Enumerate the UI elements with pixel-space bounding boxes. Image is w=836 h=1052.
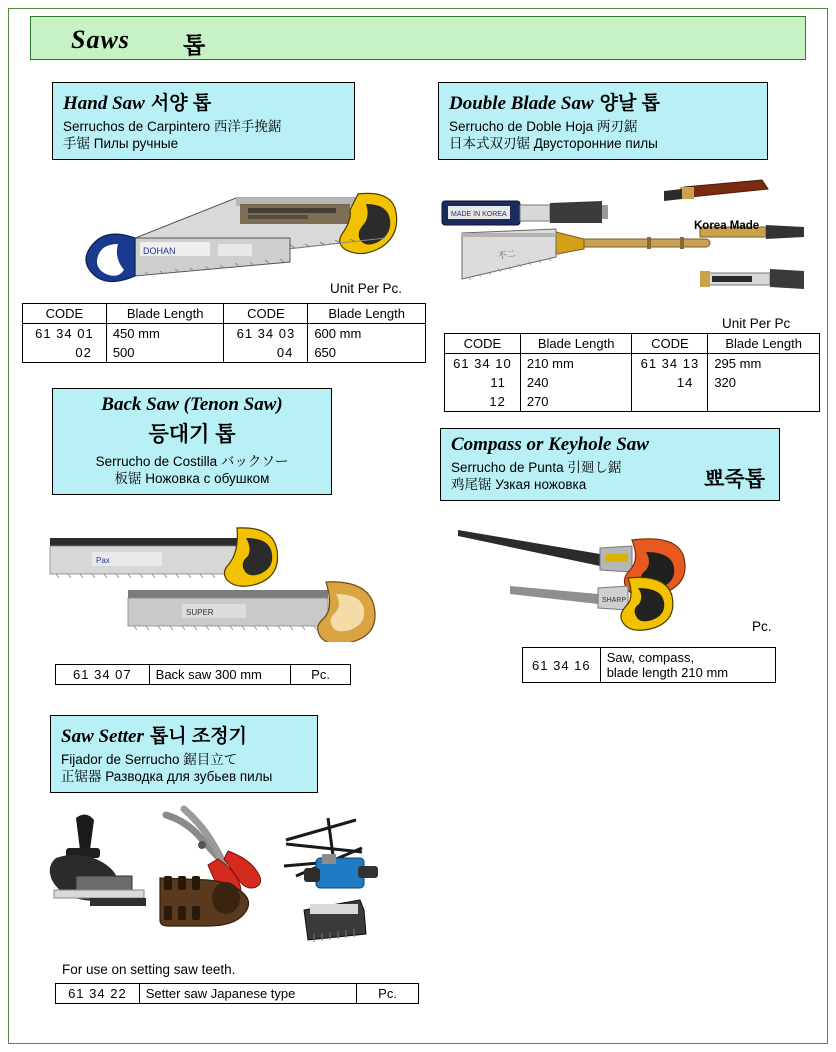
- heading-sub2-saw-setter: 正锯器 Разводка для зубьев пилы: [61, 769, 273, 784]
- section-heading-back-saw: [52, 388, 332, 495]
- heading-kr-hand-saw: 서양 톱: [150, 93, 212, 114]
- cell-description: [600, 648, 775, 683]
- table-row: [56, 665, 351, 685]
- cell-blade: 600 mm: [308, 324, 426, 344]
- saw-setter-illustration: [36, 800, 416, 950]
- cell-code: 04: [224, 343, 308, 363]
- heading-sub1-double-blade-saw: Serrucho de Doble Hoja 两刃鋸: [449, 119, 638, 134]
- cell-code: 61 34 01: [23, 324, 107, 344]
- image-caption-korea-made: Korea Made: [694, 220, 760, 232]
- cell-description: Setter saw Japanese type: [139, 984, 356, 1004]
- unit-label-hand-saw: Unit Per Pc.: [330, 281, 403, 296]
- svg-text:SHARP: SHARP: [602, 597, 627, 604]
- cell-code: 61 34 07: [56, 665, 150, 685]
- cell-blade: 320: [708, 373, 820, 392]
- table-row: [445, 373, 820, 392]
- th-blade-2: Blade Length: [708, 334, 820, 354]
- table-row: [23, 343, 426, 363]
- cell-code: 11: [445, 373, 521, 392]
- heading-en-back-saw: Back Saw (Tenon Saw): [101, 394, 283, 415]
- th-code-2: CODE: [632, 334, 708, 354]
- heading-kr-double-blade-saw: 양날 톱: [599, 93, 660, 114]
- cell-description-line2: blade length 210 mm: [606, 665, 729, 680]
- heading-sub2-hand-saw: 手锯 Пилы ручные: [63, 136, 179, 151]
- table-row: [523, 648, 776, 683]
- heading-sub1-back-saw: Serrucho de Costilla バックソー: [95, 454, 289, 469]
- heading-en-hand-saw: Hand Saw: [63, 93, 145, 114]
- saw-setter-note: For use on setting saw teeth.: [62, 962, 236, 977]
- svg-text:SUPER: SUPER: [186, 608, 214, 617]
- back-saw-illustration: [32, 512, 402, 642]
- svg-text:DOHAN: DOHAN: [143, 246, 176, 256]
- table-row: [445, 392, 820, 412]
- cell-blade: 270: [520, 392, 632, 412]
- unit-label-double-blade-saw: Unit Per Pc: [722, 316, 791, 331]
- svg-text:不二: 不二: [496, 248, 517, 261]
- compass-saw-illustration: [450, 512, 710, 632]
- cell-blade: 210 mm: [520, 354, 632, 374]
- cell-description: Back saw 300 mm: [149, 665, 290, 685]
- cell-blade: 295 mm: [708, 354, 820, 374]
- th-blade-1: Blade Length: [520, 334, 632, 354]
- th-code-1: CODE: [445, 334, 521, 354]
- page-title-en: Saws: [71, 25, 130, 54]
- heading-sub1-saw-setter: Fijador de Serrucho 鋸目立て: [61, 752, 238, 767]
- heading-sub2-double-blade-saw: 日本式双刃锯 Двусторонние пилы: [449, 136, 658, 151]
- svg-text:MADE IN KOREA: MADE IN KOREA: [451, 211, 507, 218]
- unit-label-compass-saw: Pc.: [752, 619, 772, 634]
- cell-code: 61 34 22: [56, 984, 140, 1004]
- cell-blade: 240: [520, 373, 632, 392]
- hand-saw-illustration: [40, 178, 420, 293]
- heading-en-double-blade-saw: Double Blade Saw: [449, 93, 594, 114]
- page-title-kr: 톱: [183, 32, 206, 58]
- heading-en-saw-setter: Saw Setter: [61, 726, 144, 747]
- section-heading-compass-saw: [440, 428, 780, 501]
- spec-table-compass-saw: [522, 647, 776, 683]
- cell-code: 61 34 10: [445, 354, 521, 374]
- heading-kr-saw-setter: 톱니 조정기: [149, 726, 247, 747]
- spec-table-saw-setter: [55, 983, 419, 1004]
- cell-code: [632, 392, 708, 412]
- cell-description-line1: Saw, compass,: [606, 650, 695, 665]
- table-row: [23, 324, 426, 344]
- cell-code: 61 34 13: [632, 354, 708, 374]
- cell-unit: Pc.: [357, 984, 419, 1004]
- heading-kr-back-saw: 등대기 톱: [148, 423, 236, 446]
- table-row: [56, 984, 419, 1004]
- heading-sub2-back-saw: 板锯 Ножовка с обушком: [114, 471, 270, 486]
- cell-code: 61 34 03: [224, 324, 308, 344]
- th-blade-1: Blade Length: [106, 304, 224, 324]
- table-row: [445, 354, 820, 374]
- th-blade-2: Blade Length: [308, 304, 426, 324]
- cell-blade: 650: [308, 343, 426, 363]
- section-heading-saw-setter: [50, 715, 318, 793]
- cell-unit: Pc.: [291, 665, 351, 685]
- double-blade-saw-illustration: [432, 175, 804, 315]
- cell-code: 14: [632, 373, 708, 392]
- cell-blade: 500: [106, 343, 224, 363]
- cell-code: 02: [23, 343, 107, 363]
- th-code-2: CODE: [224, 304, 308, 324]
- heading-sub1-compass-saw: Serrucho de Punta 引廻し鋸: [451, 460, 622, 475]
- heading-sub1-hand-saw: Serruchos de Carpintero 西洋手挽鋸: [63, 119, 282, 134]
- spec-table-double-blade-saw: [444, 333, 820, 412]
- spec-table-back-saw: [55, 664, 351, 685]
- th-code-1: CODE: [23, 304, 107, 324]
- cell-code: 61 34 16: [523, 648, 601, 683]
- heading-kr-compass-saw: 뾰죽톱: [704, 468, 765, 491]
- section-heading-double-blade-saw: [438, 82, 768, 160]
- svg-text:Pax: Pax: [96, 556, 110, 565]
- heading-en-compass-saw: Compass or Keyhole Saw: [451, 434, 649, 455]
- cell-blade: [708, 392, 820, 412]
- spec-table-hand-saw: [22, 303, 426, 363]
- heading-sub2-compass-saw: 鸡尾锯 Узкая ножовка: [451, 477, 587, 492]
- section-heading-hand-saw: [52, 82, 355, 160]
- cell-code: 12: [445, 392, 521, 412]
- cell-blade: 450 mm: [106, 324, 224, 344]
- page-title-bar: [30, 16, 806, 60]
